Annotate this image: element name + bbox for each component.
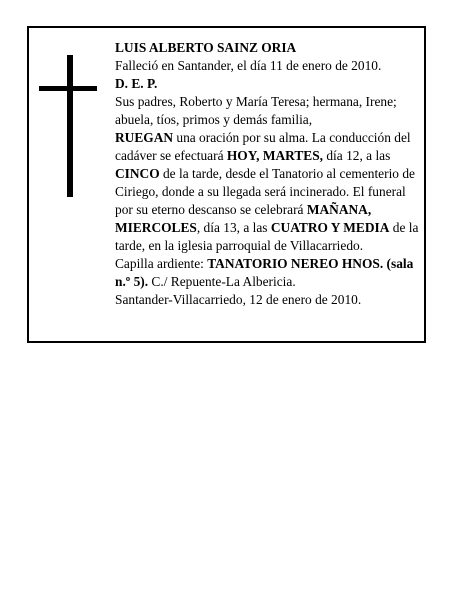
chapel-venue: TANATORIO NEREO HNOS. (sala n.º 5).: [115, 256, 414, 289]
deceased-name: LUIS ALBERTO SAINZ ORIA: [115, 40, 297, 55]
body-text-2: día 12, a las: [323, 148, 391, 163]
body-text-3: de la tarde, desde el Tanatorio al cementerio de Ciriego, donde a su llegada será incinerado. El funeral por su eterno descanso se celebrará: [115, 166, 415, 217]
chapel-address: C./ Repuente-La Albericia.: [148, 274, 296, 289]
death-line: Falleció en Santander, el día 11 de enero de 2010.: [115, 58, 382, 73]
cinco-text: CINCO: [115, 166, 160, 181]
cross-horizontal-bar: [39, 86, 97, 91]
body-text-5: de la tarde, en la iglesia parroquial de Villacarriedo.: [115, 220, 419, 253]
family-line: Sus padres, Roberto y María Teresa; hermana, Irene; abuela, tíos, primos y demás familia,: [115, 94, 397, 127]
dateline: Santander-Villacarriedo, 12 de enero de 2010.: [115, 292, 362, 307]
rip-line: D. E. P.: [115, 76, 158, 91]
manana-miercoles-text: MAÑANA, MIERCOLES: [115, 202, 372, 235]
obituary-notice: [27, 26, 426, 343]
body-text-4: , día 13, a las: [196, 220, 271, 235]
cross-vertical-bar: [67, 55, 73, 197]
ceremony-paragraph: [115, 129, 421, 255]
obituary-text: [115, 39, 421, 309]
body-text-1: una oración por su alma. La conducción del cadáver se efectuará: [115, 130, 411, 163]
chapel-prefix: Capilla ardiente:: [115, 256, 208, 271]
cuatro-media-text: CUATRO Y MEDIA: [270, 220, 390, 235]
chapel-line: [115, 255, 421, 291]
hoy-martes-text: HOY, MARTES,: [226, 148, 324, 163]
ruegan-text: RUEGAN: [115, 130, 174, 145]
